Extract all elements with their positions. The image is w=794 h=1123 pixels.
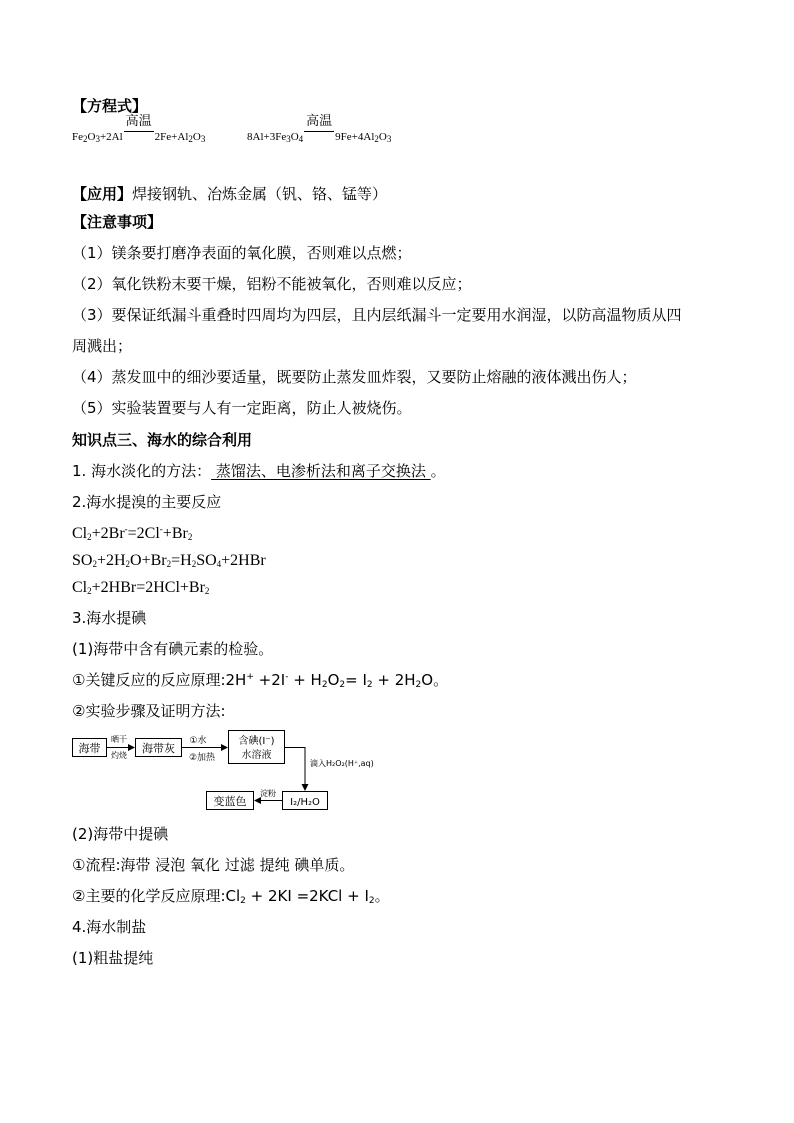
arrow-2-bottom-label: ②加热: [188, 753, 216, 763]
equation-1: $Fe_2O_3+2Al$ 高温 $2Fe+Al_2O_3$: [72, 114, 206, 144]
reaction-2: $SO_2+2H_2O+Br_2=H_2SO_4+2HBr$: [72, 552, 266, 569]
item-3-sub-1: (1)海带中含有碘元素的检验。: [72, 640, 274, 658]
reaction-3: $Cl_2+2HBr=2HCl+Br_2$: [72, 579, 210, 596]
arrow-3: [285, 748, 305, 791]
iodine-test-diagram: [72, 730, 412, 820]
note-item: （2）氧化铁粉末要干燥，铝粉不能被氧化，否则难以反应；: [72, 275, 472, 293]
condition-high-temp: 高温: [123, 130, 155, 144]
note-item: 周溅出；: [72, 337, 133, 355]
arrow-starch-label: 淀粉: [260, 789, 276, 798]
equation-heading: 【方程式】: [72, 97, 148, 115]
arrow-2-top-label: ①水: [189, 736, 207, 746]
key-reaction: ①关键反应的反应原理:2H+ $+2I^- + H_2O_2= I_2 + 2H_2O$。: [72, 671, 449, 690]
drip-label: 滴入H₂O₂(H⁺,aq): [310, 759, 374, 768]
notes-heading: 【注意事项】: [72, 213, 163, 231]
arrow-1-bottom-label: 灼烧: [111, 751, 127, 760]
principle-line: ②主要的化学反应原理$:Cl_2 + 2KI =2KCl + I_2$。: [72, 887, 390, 906]
application-line: 【应用】焊接钢轨、冶炼金属（钒、铬、锰等）: [72, 185, 388, 203]
reaction-1: $Cl_2+2Br^-=2Cl^-+Br_2$: [72, 524, 193, 542]
note-item: （5）实验装置要与人有一定距离，防止人被烧伤。: [72, 399, 412, 417]
steps-line: ②实验步骤及证明方法:: [72, 702, 226, 720]
box-kelp-label: 海带: [78, 742, 101, 755]
box-iodine-water-label: I₂/H₂O: [290, 797, 320, 808]
item-3-sub-2: (2)海带中提碘: [72, 825, 169, 843]
box-turns-blue-label: 变蓝色: [213, 795, 247, 808]
note-item: （1）镁条要打磨净表面的氧化膜，否则难以点燃；: [72, 244, 412, 262]
flow-line: ①流程:海带 浸泡 氧化 过滤 提纯 碘单质。: [72, 856, 355, 874]
answer-underline: 蒸馏法、电渗析法和离子交换法: [211, 462, 431, 480]
box-kelp-ash-label: 海带灰: [142, 742, 175, 755]
condition-high-temp: 高温: [303, 130, 335, 144]
item-4-title: 4.海水制盐: [72, 918, 147, 936]
box-iodide-solution-line2: 水溶液: [241, 750, 272, 761]
item-1: 1. 海水淡化的方法： 蒸馏法、电渗析法和离子交换法 。: [72, 462, 446, 480]
note-item: （4）蒸发皿中的细沙要适量，既要防止蒸发皿炸裂，又要防止熔融的液体溅出伤人；: [72, 368, 637, 386]
item-3-title: 3.海水提碘: [72, 609, 147, 627]
item-4-sub-1: (1)粗盐提纯: [72, 949, 154, 967]
box-iodide-solution-line1: 含碘(I⁻): [238, 736, 275, 747]
arrow-1-top-label: 晒干: [111, 735, 127, 744]
equation-2: $8Al+3Fe_3O_4$ 高温 $9Fe+4Al_2O_3$: [247, 114, 392, 144]
section-title: 知识点三、海水的综合利用: [72, 431, 253, 449]
note-item: （3）要保证纸漏斗重叠时四周均为四层，且内层纸漏斗一定要用水润湿，以防高温物质从四: [72, 306, 682, 324]
item-2-title: 2.海水提溴的主要反应: [72, 493, 222, 511]
